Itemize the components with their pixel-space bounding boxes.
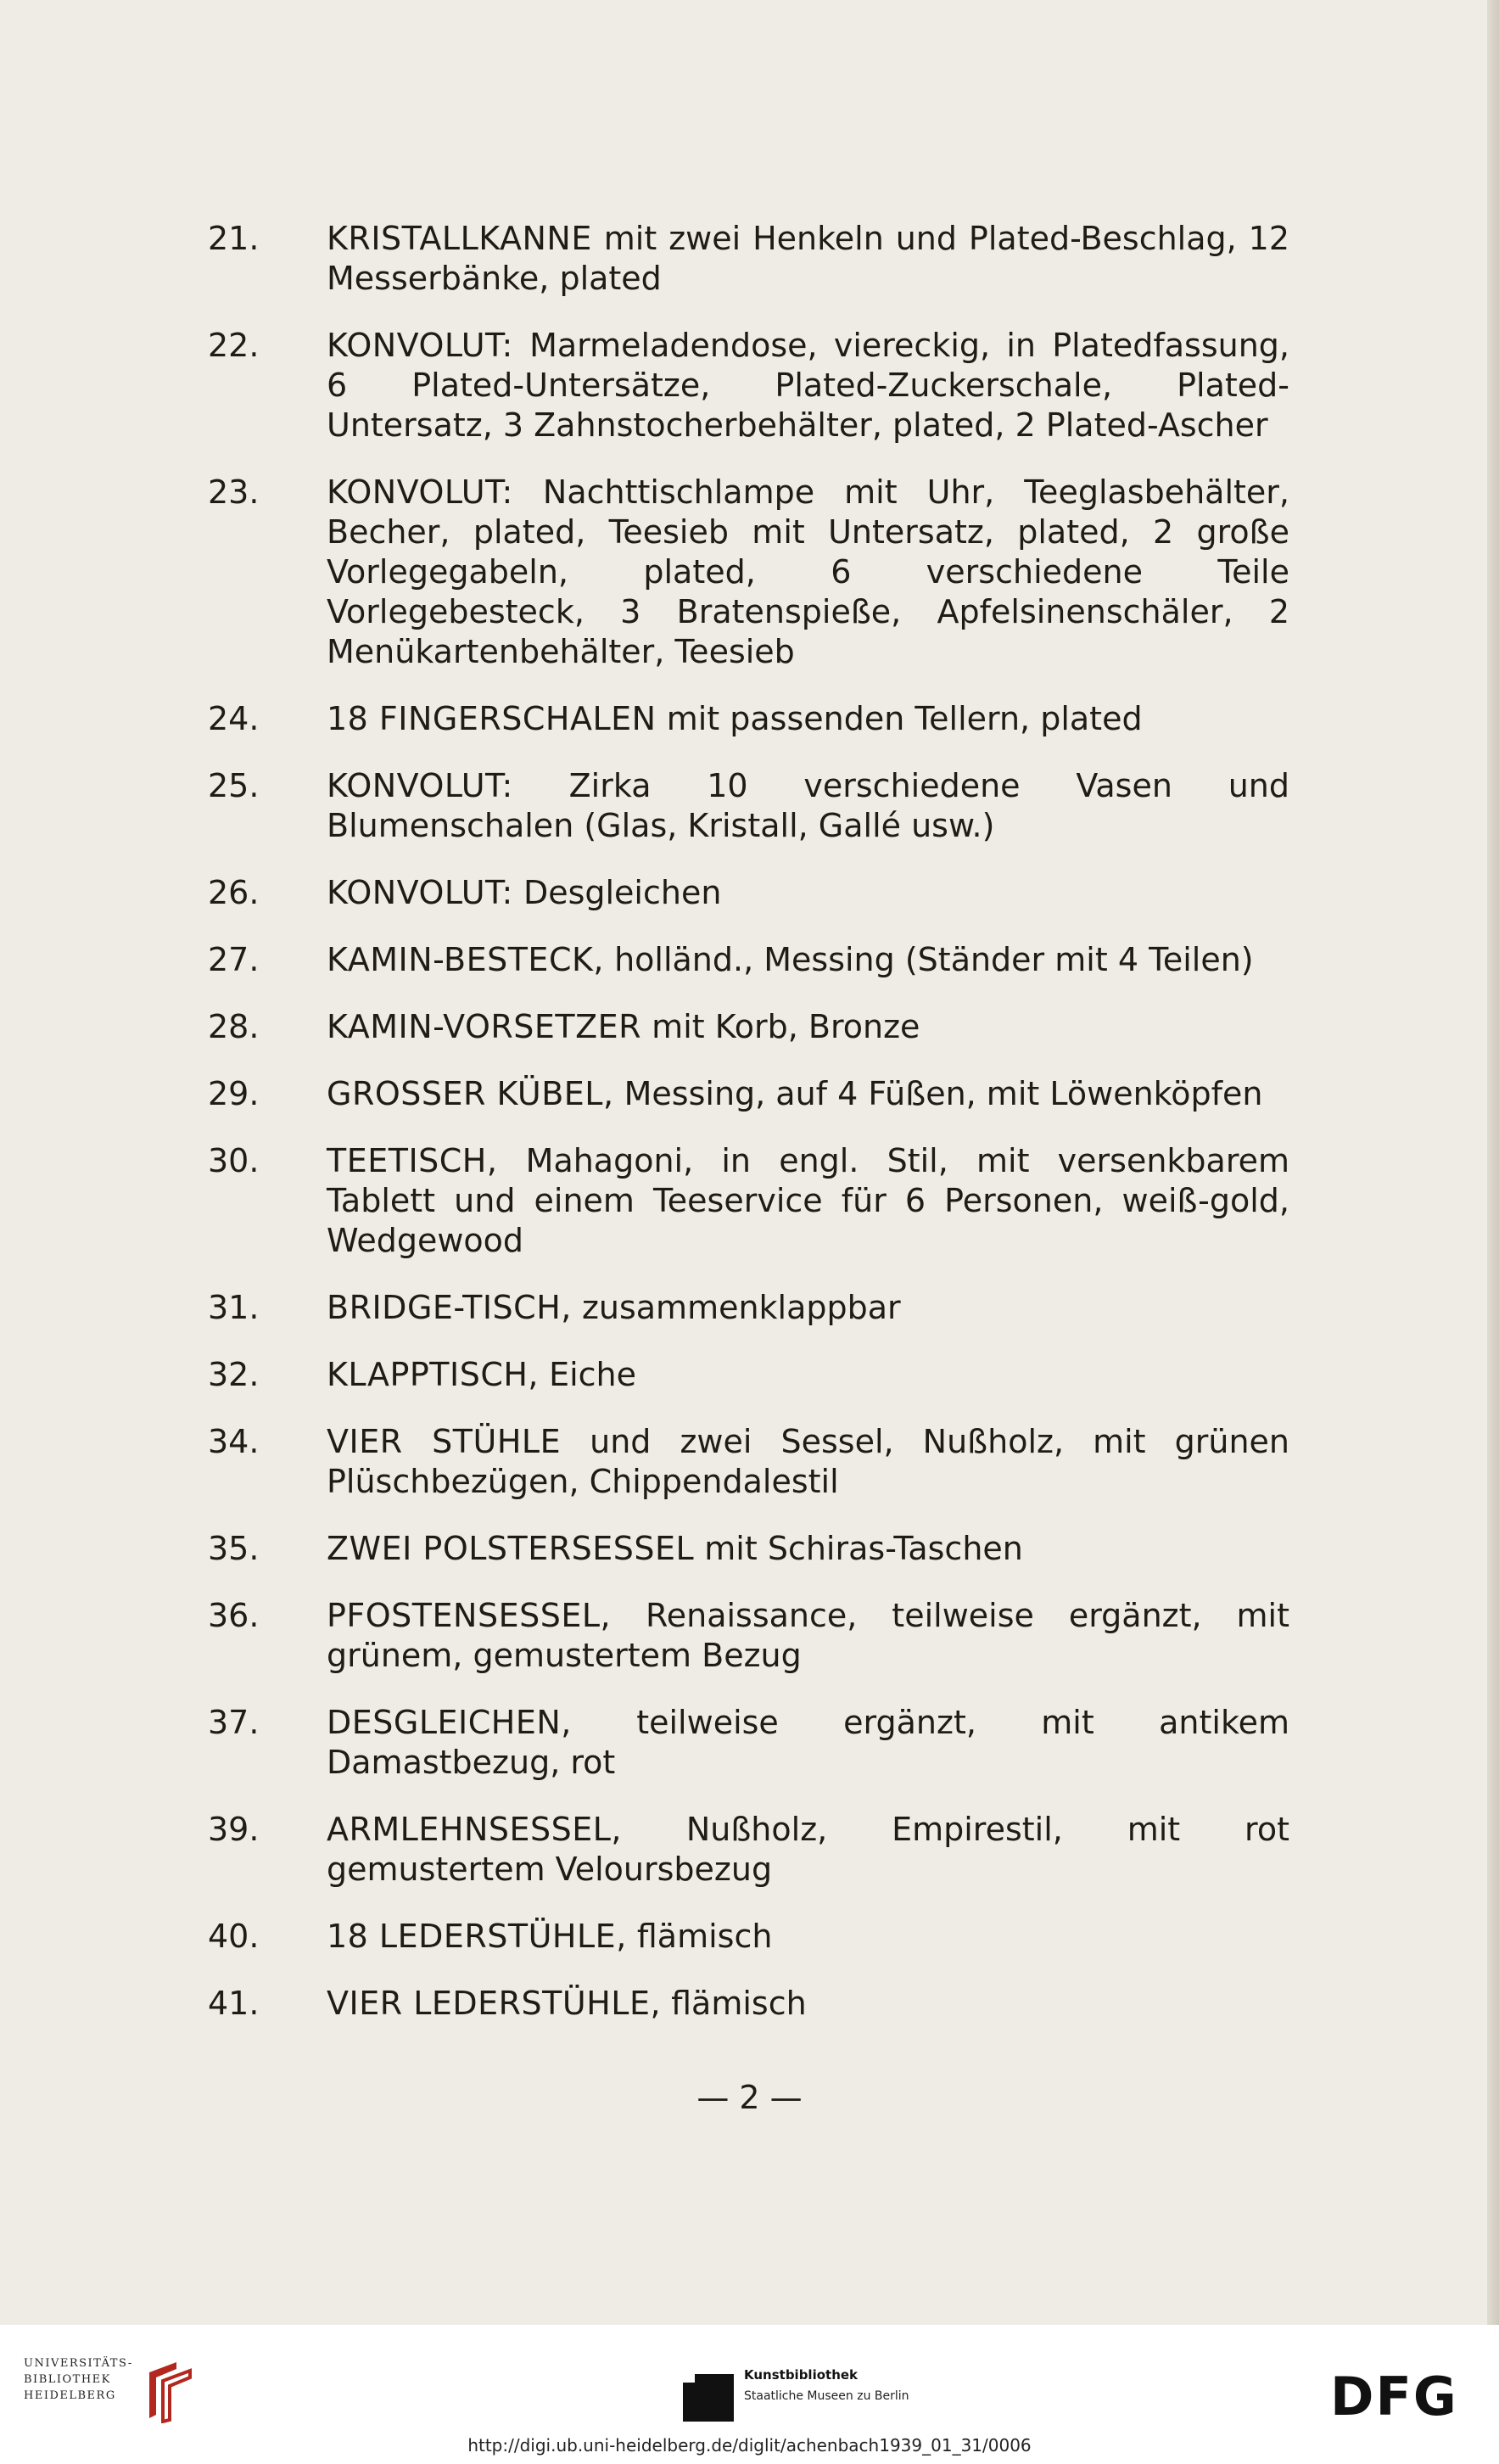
- entry-number: 22.: [208, 327, 260, 364]
- entry-title: BRIDGE-TISCH,: [327, 1289, 572, 1326]
- entry-description: Desgleichen: [512, 874, 722, 911]
- entry-title: 18 LEDERSTÜHLE,: [327, 1918, 627, 1955]
- entry-description: Zirka 10 verschiedene Vasen und Blumenschalen (Glas, Kristall, Gallé usw.): [327, 767, 1289, 844]
- dfg-logo[interactable]: DFG: [1330, 2366, 1458, 2428]
- entry-number: 27.: [208, 941, 260, 978]
- catalogue-entry: [208, 1074, 1289, 1114]
- entry-description: mit passenden Tellern, plated: [656, 700, 1143, 737]
- ub-line-1: UNIVERSITÄTS-: [24, 2357, 133, 2370]
- catalogue-entry: [208, 326, 1289, 445]
- entry-number: 28.: [208, 1008, 260, 1045]
- catalogue-entry: [208, 1703, 1289, 1783]
- entry-number: 34.: [208, 1423, 260, 1460]
- catalogue-entry: [208, 1355, 1289, 1395]
- page-number: — 2 —: [696, 2079, 803, 2116]
- entry-title: KONVOLUT:: [327, 874, 513, 911]
- catalogue-entry: [208, 219, 1289, 299]
- entry-title: KAMIN-BESTECK,: [327, 941, 604, 978]
- entry-title: 18 FINGERSCHALEN: [327, 700, 657, 737]
- entry-number: 39.: [208, 1811, 260, 1848]
- entry-description: Mahagoni, in engl. Stil, mit versenkbarem Tablett und einem Teeservice für 6 Personen, weiß-gold, Wedgewood: [327, 1142, 1289, 1259]
- entry-title: KONVOLUT:: [327, 327, 513, 364]
- catalogue-entry: [208, 1917, 1289, 1957]
- entry-number: 40.: [208, 1918, 260, 1955]
- entry-description: teilweise ergänzt, mit antikem Damastbezug, rot: [327, 1704, 1289, 1781]
- entry-description: Eiche: [539, 1356, 637, 1393]
- kunstbibliothek-subtitle: Staatliche Museen zu Berlin: [744, 2389, 909, 2403]
- entry-number: 36.: [208, 1597, 260, 1634]
- kunstbibliothek-logo[interactable]: [683, 2366, 954, 2425]
- catalogue-entry: [208, 1529, 1289, 1569]
- catalogue-entry: [208, 699, 1289, 739]
- entry-title: KAMIN-VORSETZER: [327, 1008, 642, 1045]
- entry-number: 37.: [208, 1704, 260, 1741]
- entry-title: ZWEI POLSTERSESSEL: [327, 1530, 695, 1567]
- catalogue-entry: [208, 940, 1289, 980]
- entry-title: TEETISCH,: [327, 1142, 498, 1179]
- catalogue-entry: [208, 1007, 1289, 1047]
- entry-title: KLAPPTISCH,: [327, 1356, 540, 1393]
- catalogue-entry: [208, 1288, 1289, 1328]
- entry-description: Nachttischlampe mit Uhr, Teeglasbehälter, Becher, plated, Teesieb mit Untersatz, plated, 2 große Vorlegegabeln, plated, 6 verschiedene Teile Vorlegebesteck, 3 Bratenspieße, Apfelsinenschäler, 2 Menükartenbehälter, Teesieb: [327, 473, 1289, 670]
- entry-title: VIER STÜHLE: [327, 1423, 562, 1460]
- catalogue-entries: [208, 219, 1289, 2051]
- entry-number: 30.: [208, 1142, 260, 1179]
- page-edge-shadow: [1487, 0, 1499, 2325]
- entry-title: KONVOLUT:: [327, 767, 513, 804]
- entry-description: flämisch: [661, 1985, 807, 2022]
- catalogue-entry: [208, 1141, 1289, 1261]
- entry-description: und zwei Sessel, Nußholz, mit grünen Plüschbezügen, Chippendalestil: [327, 1423, 1289, 1500]
- entry-description: Marmeladendose, viereckig, in Platedfassung, 6 Plated-Untersätze, Plated-Zuckerschale, Plated-Untersatz, 3 Zahnstocherbehälter, plated, 2 Plated-Ascher: [327, 327, 1289, 444]
- catalogue-entry: [208, 1810, 1289, 1890]
- entry-number: 23.: [208, 473, 260, 511]
- ub-heidelberg-wordmark: [24, 2355, 138, 2404]
- catalogue-entry: [208, 1596, 1289, 1676]
- entry-number: 26.: [208, 874, 260, 911]
- entry-title: DESGLEICHEN,: [327, 1704, 572, 1741]
- entry-number: 25.: [208, 767, 260, 804]
- catalogue-entry: [208, 1984, 1289, 2024]
- entry-description: mit Schiras-Taschen: [694, 1530, 1023, 1567]
- kunstbibliothek-mark-icon: [683, 2374, 734, 2422]
- entry-title: VIER LEDERSTÜHLE,: [327, 1985, 662, 2022]
- entry-number: 24.: [208, 700, 260, 737]
- entry-description: mit zwei Henkeln und Plated-Beschlag, 12 Messerbänke, plated: [327, 220, 1289, 297]
- ub-heidelberg-mark-icon: [143, 2355, 202, 2423]
- entry-title: PFOSTENSESSEL,: [327, 1597, 612, 1634]
- entry-description: zusammenklappbar: [571, 1289, 901, 1326]
- entry-description: Messing, auf 4 Füßen, mit Löwenköpfen: [613, 1075, 1263, 1112]
- entry-number: 29.: [208, 1075, 260, 1112]
- entry-number: 41.: [208, 1985, 260, 2022]
- ub-line-2: BIBLIOTHEK: [24, 2373, 111, 2386]
- entry-description: mit Korb, Bronze: [641, 1008, 920, 1045]
- kunstbibliothek-title: Kunstbibliothek: [744, 2367, 859, 2383]
- entry-description: Renaissance, teilweise ergänzt, mit grünem, gemustertem Bezug: [327, 1597, 1289, 1674]
- entry-number: 21.: [208, 220, 260, 257]
- entry-number: 32.: [208, 1356, 260, 1393]
- entry-number: 35.: [208, 1530, 260, 1567]
- catalogue-entry: [208, 766, 1289, 846]
- ub-line-3: HEIDELBERG: [24, 2389, 116, 2402]
- entry-title: GROSSER KÜBEL,: [327, 1075, 614, 1112]
- footer-bar: [0, 2325, 1499, 2464]
- entry-title: ARMLEHNSESSEL,: [327, 1811, 622, 1848]
- entry-description: flämisch: [626, 1918, 773, 1955]
- entry-title: KRISTALLKANNE: [327, 220, 592, 257]
- catalogue-entry: [208, 873, 1289, 913]
- entry-title: KONVOLUT:: [327, 473, 513, 511]
- catalogue-entry: [208, 1422, 1289, 1502]
- ub-heidelberg-logo[interactable]: [24, 2355, 202, 2423]
- entry-number: 31.: [208, 1289, 260, 1326]
- entry-description: Nußholz, Empirestil, mit rot gemustertem Veloursbezug: [327, 1811, 1289, 1888]
- entry-description: holländ., Messing (Ständer mit 4 Teilen): [603, 941, 1254, 978]
- catalogue-entry: [208, 473, 1289, 672]
- permalink-url[interactable]: http://digi.ub.uni-heidelberg.de/diglit/achenbach1939_01_31/0006: [467, 2435, 1032, 2456]
